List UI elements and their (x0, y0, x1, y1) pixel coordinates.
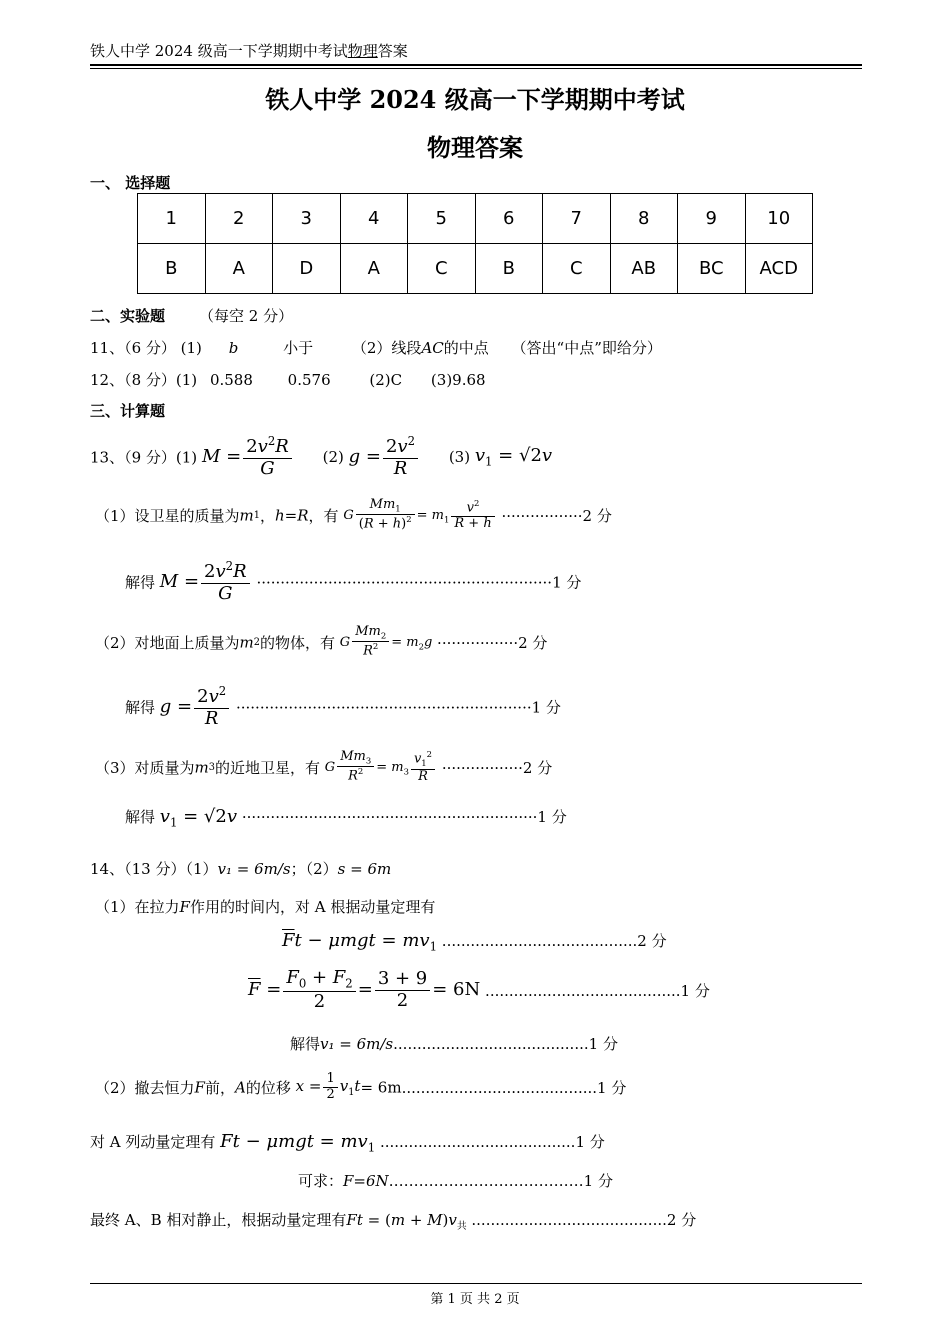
q11-ac: AC (421, 339, 444, 357)
q14-sep: ；（2） (290, 860, 338, 878)
question-number: 10 (745, 194, 813, 244)
answer-table (137, 193, 813, 294)
q14-step5 (90, 1209, 696, 1232)
q13-step3-equation: G $\frac{Mm_3}{R^2}$ = $m_3$ $\frac{v_1^2}{R}$ (325, 760, 437, 775)
q14-step2-F: F (194, 1078, 205, 1097)
q14-step4-label: 可求： (298, 1172, 344, 1190)
page-title: 铁人中学 2024 级高一下学期期中考试 (265, 85, 685, 114)
q13-solve2 (125, 685, 561, 729)
answer-cell: A (340, 244, 408, 294)
q11-mid: 的中点 (443, 339, 489, 357)
header-suffix: 答案 (377, 42, 408, 60)
q12-prefix: 12、（8 分）(1) (90, 371, 198, 389)
q14-step2-text2: 前， (204, 1078, 235, 1097)
q14-eq2 (248, 968, 710, 1013)
question-number: 4 (340, 194, 408, 244)
q13-step2-text: （2）对地面上质量为 (95, 633, 240, 652)
q14-eq1-score: .........................................2 分 (441, 932, 667, 950)
q12-value2: 0.576 (287, 371, 331, 389)
header-rule-thin (90, 68, 862, 69)
q13-solve2-label: 解得 (125, 698, 156, 717)
q11-b: b (228, 339, 239, 357)
q13-solve3-label: 解得 (125, 808, 156, 826)
q13-step1: （1）设卫星的质量为m1，h=R，有 G $\frac{Mm_1}{(R + h)^2}$ = $m_1$ $\frac{v^2}{R + h}$ ·················2 分 (95, 497, 612, 532)
section-choice: 一、 选择题 (90, 174, 171, 192)
q13-step2-score: ·················2 分 (437, 633, 548, 652)
question-number: 3 (273, 194, 341, 244)
q13-step2: （2）对地面上质量为m2的物体，有 G $\frac{Mm_2}{R^2}$ = $m_2g \cdot\cdot\cdot\cdot\cdot\cdot\cdot\cdot\cdot\cdot\cdot\cdot\cdot\cdot\cdot\cdot\cdot 2$ 分 (95, 624, 548, 659)
footer-rule (90, 1283, 862, 1284)
q14-step5-text: 最终 A、B 相对静止，根据动量定理有 (90, 1211, 347, 1229)
answer-cell: D (273, 244, 341, 294)
q13-step2-have: 的物体，有 (260, 633, 336, 652)
q13-solve1 (125, 560, 581, 604)
answer-cell: C (408, 244, 476, 294)
question-number: 9 (678, 194, 746, 244)
q13-step3: （3）对质量为m3的近地卫星，有 G $\frac{Mm_3}{R^2}$ = $m_3$ $\frac{v_1^2}{R}$ ·················2 分 (95, 749, 553, 784)
q14-step5-formula: $Ft = (m + M)v_共$ (346, 1211, 467, 1232)
q14-step5-score: .........................................2 分 (471, 1211, 697, 1229)
question-number: 7 (543, 194, 611, 244)
question-number: 5 (408, 194, 476, 244)
answer-table-numbers (138, 194, 813, 244)
q12-answer (90, 369, 486, 390)
q14-solve1-label: 解得 (290, 1035, 321, 1053)
q14-step1 (95, 896, 435, 917)
q14-step2-score: .........................................1 分 (401, 1078, 627, 1097)
page-header (90, 40, 408, 61)
q13-step1-comma: ， (260, 506, 276, 525)
q13-step3-text: （3）对质量为 (95, 758, 195, 777)
q13-formula-g: g = $\frac{2v^2}{R}$ (349, 446, 420, 467)
q13-step1-have: ，有 (308, 506, 339, 525)
q14-step2-value: = 6m (360, 1078, 402, 1097)
q14-eq2-score: .........................................1 分 (485, 981, 710, 1000)
q14-step3 (90, 1131, 605, 1155)
q13-summary (90, 435, 552, 479)
q11-note: （答出“中点”即给分） (511, 339, 662, 357)
q14-step2 (95, 1072, 626, 1103)
page-footer: 第 1 页 共 2 页 (430, 1292, 520, 1307)
answer-cell: AB (610, 244, 678, 294)
question-number: 6 (475, 194, 543, 244)
answer-cell: ACD (745, 244, 813, 294)
q14-step2-text3: 的位移 (245, 1078, 291, 1097)
question-number: 8 (610, 194, 678, 244)
q13-formula-v1: $v_1 = √2v$ (474, 445, 553, 469)
q14-step2-formula: x = $\frac{1}{2}$ $v_1t$ (295, 1071, 361, 1102)
q13-step2-equation: G $\frac{Mm_2}{R^2}$ = $m_2g$ (339, 624, 433, 659)
q14-step2-A: A (234, 1078, 246, 1097)
q11-prefix: 11、（6 分） (1) (90, 339, 202, 357)
q14-step3-text: 对 A 列动量定理有 (90, 1133, 216, 1151)
q14-eq2-formula: $\overline{F}$ = $\frac{F_0 + F_2}{2}$ = $\frac{3 + 9}{2}$ = 6N (248, 967, 481, 1013)
q14-eq1-formula: $\overline{F}t - \mu mgt = mv_1$ (282, 930, 438, 954)
q14-solve1-value: v₁ = 6m/s (320, 1035, 394, 1053)
answer-cell: BC (678, 244, 746, 294)
section-experiment-label: 二、实验题 (90, 307, 166, 325)
q14-summary (90, 858, 391, 879)
q14-ans2: s = 6m (337, 860, 392, 878)
q13-solve3-score: ······························································1 分 (241, 808, 567, 826)
q13-solve1-score: ······························································1 分 (256, 573, 582, 592)
q14-solve1 (290, 1033, 618, 1054)
question-number: 2 (205, 194, 273, 244)
q14-eq1 (282, 930, 667, 954)
answer-cell: B (138, 244, 206, 294)
header-rule (90, 64, 862, 66)
q13-solve2-formula: g = $\frac{2v^2}{R}$ (160, 696, 231, 717)
q12-part2: (2)C (369, 371, 403, 389)
q14-step4 (298, 1170, 613, 1191)
answer-cell: C (543, 244, 611, 294)
q13-solve3-formula: $v_1 = √2v$ (159, 806, 238, 830)
answer-cell: A (205, 244, 273, 294)
answer-cell: B (475, 244, 543, 294)
q13-step1-equation: G $\frac{Mm_1}{(R + h)^2}$ = $m_1$ $\frac{v^2}{R + h}$ (343, 508, 496, 523)
q13-step3-have: 的近地卫星，有 (215, 758, 321, 777)
q13-step1-text: （1）设卫星的质量为 (95, 506, 240, 525)
section-calculation: 三、计算题 (90, 402, 166, 420)
answer-table-answers (138, 244, 813, 294)
q14-step3-score: .........................................1 分 (379, 1133, 605, 1151)
q13-formula-m: M = $\frac{2v^2R}{G}$ (202, 446, 294, 467)
q11-part2: （2）线段 (351, 339, 422, 357)
q13-p3: (3) (448, 448, 471, 467)
q14-step4-score: …………………………………1 分 (388, 1172, 613, 1190)
q12-part3: (3)9.68 (430, 371, 486, 389)
q13-solve1-label: 解得 (125, 573, 156, 592)
section-experiment-note: （每空 2 分） (199, 307, 294, 325)
q13-prefix: 13、（9 分）(1) (90, 448, 198, 467)
q13-solve1-formula: M = $\frac{2v^2R}{G}$ (160, 571, 252, 592)
q14-ans1: v₁ = 6m/s (217, 860, 291, 878)
q14-step1-text2: 作用的时间内，对 A 根据动量定理有 (189, 898, 436, 916)
q13-step1-score: ·················2 分 (501, 506, 612, 525)
q11-answer (90, 337, 662, 358)
q13-step3-score: ·················2 分 (441, 758, 553, 777)
q14-solve1-score: .........................................1 分 (393, 1035, 618, 1053)
q13-step1-h: h=R (275, 506, 309, 525)
q13-solve3 (125, 806, 567, 830)
question-number: 1 (138, 194, 206, 244)
q14-step3-formula: $Ft - \mu mgt = mv_1$ (220, 1131, 376, 1155)
page-subtitle: 物理答案 (427, 133, 523, 162)
header-text: 铁人中学 2024 级高一下学期期中考试 (90, 42, 348, 60)
q11-less: 小于 (283, 339, 314, 357)
q14-step4-value: F=6N (343, 1172, 389, 1190)
q14-prefix: 14、（13 分）（1） (90, 860, 218, 878)
q14-step1-F: F (179, 898, 190, 916)
q13-solve2-score: ······························································1 分 (235, 698, 561, 717)
q13-p2: (2) (322, 448, 344, 467)
q12-value1: 0.588 (209, 371, 253, 389)
q14-step2-text: （2）撤去恒力 (95, 1078, 195, 1097)
q14-step1-text: （1）在拉力 (95, 898, 180, 916)
header-subject: 物理 (347, 42, 378, 60)
section-experiment (90, 305, 293, 326)
